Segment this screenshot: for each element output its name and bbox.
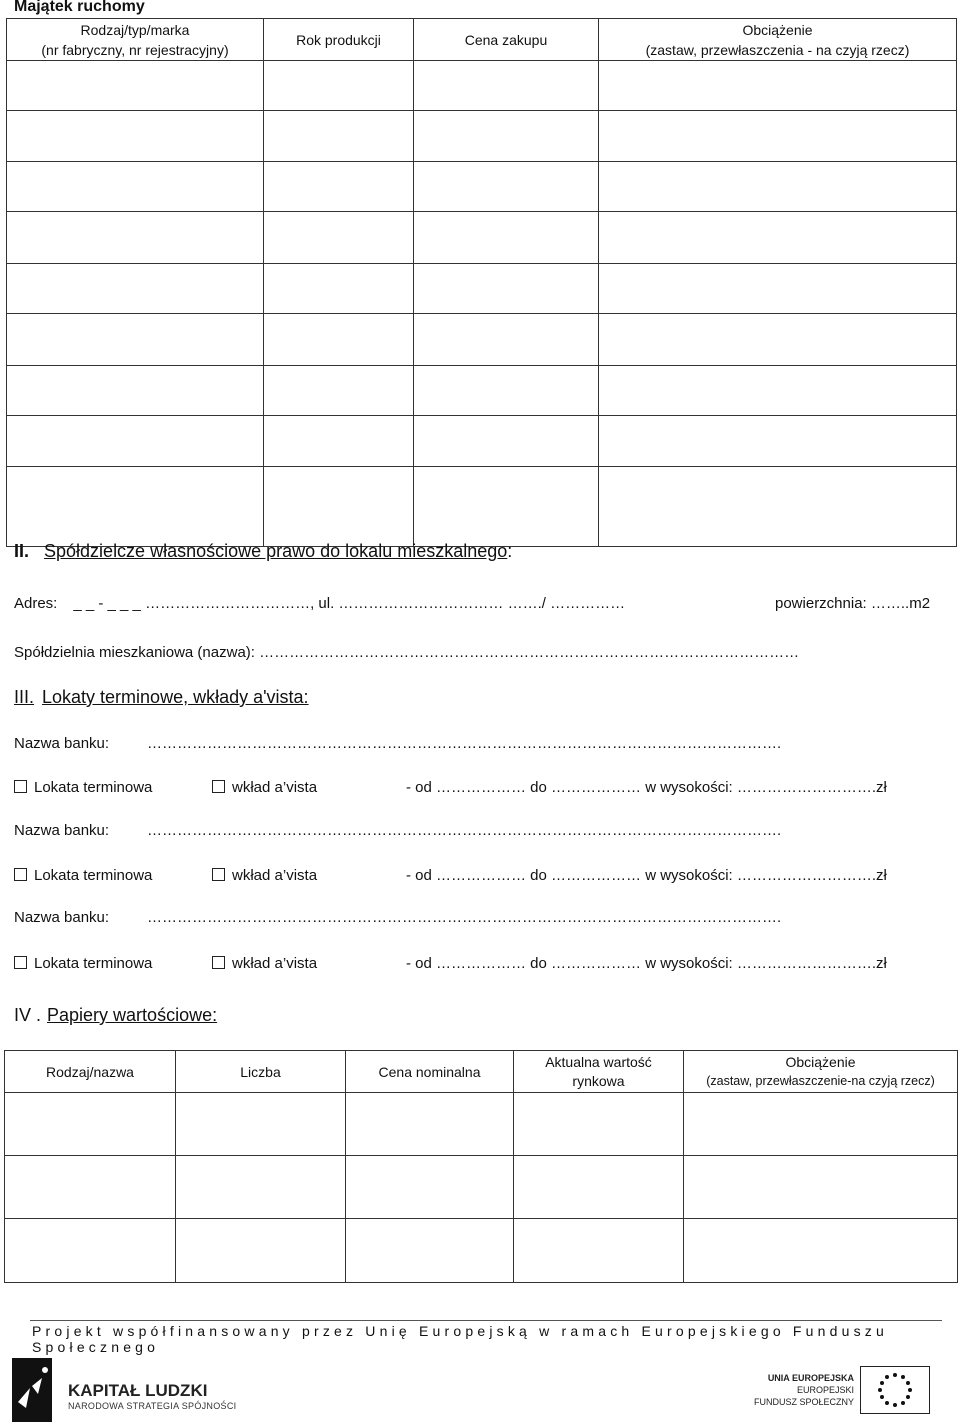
- section-title-majatek: Majątek ruchomy: [14, 0, 145, 15]
- table-header-row: [7, 19, 957, 61]
- eu-logo-line: EUROPEJSKI: [796, 1385, 854, 1395]
- kapital-ludzki-emblem-icon: [12, 1358, 52, 1422]
- table-cell[interactable]: [514, 1219, 684, 1283]
- col-header-line: Rodzaj/nazwa: [46, 1063, 134, 1080]
- col-header-line: (zastaw, przewłaszczenia - na czyją rzecz): [645, 41, 910, 58]
- securities-table: [4, 1050, 958, 1283]
- table-cell[interactable]: [414, 162, 599, 212]
- deposit-label: Lokata terminowa: [34, 955, 153, 972]
- table-cell[interactable]: [264, 467, 414, 547]
- table-cell[interactable]: [264, 61, 414, 111]
- checkbox-icon[interactable]: [212, 868, 225, 881]
- table-cell[interactable]: [7, 366, 264, 416]
- col-header-line: Rodzaj/typ/marka: [80, 21, 190, 38]
- table-row: [7, 467, 957, 547]
- col-header-line: Cena nominalna: [378, 1063, 481, 1080]
- table-cell[interactable]: [684, 1093, 958, 1156]
- table-cell[interactable]: [514, 1156, 684, 1219]
- col-header-line: Obciążenie: [785, 1053, 856, 1070]
- table-cell[interactable]: [599, 416, 957, 467]
- address-label: Adres:: [14, 595, 58, 612]
- table-cell[interactable]: [599, 212, 957, 264]
- area-field[interactable]: powierzchnia: ……..m2: [775, 595, 931, 612]
- cooperative-field[interactable]: Spółdzielnia mieszkaniowa (nazwa): ………………………………………………………………………………………………: [14, 644, 800, 661]
- col-header-liczba: [176, 1051, 346, 1093]
- col-header-line: Liczba: [240, 1063, 281, 1080]
- address-field[interactable]: _ _ - _ _ _ ……………………………, ul. …………………………… ……./ ……………: [73, 595, 626, 612]
- checkbox-icon[interactable]: [14, 868, 27, 881]
- eu-logo-line: FUNDUSZ SPOŁECZNY: [753, 1397, 854, 1407]
- table-cell[interactable]: [7, 314, 264, 366]
- table-row: [5, 1093, 958, 1156]
- col-header-aktualna-wartosc: [514, 1051, 684, 1093]
- table-row: [7, 212, 957, 264]
- table-row: [5, 1219, 958, 1283]
- col-header-line: Rok produkcji: [296, 31, 381, 48]
- footer-divider: [30, 1320, 942, 1321]
- table-cell[interactable]: [599, 366, 957, 416]
- table-row: [7, 264, 957, 314]
- table-cell[interactable]: [346, 1093, 514, 1156]
- vista-label: wkład a’vista: [232, 867, 318, 884]
- bank-name-field[interactable]: ……………………………………………………………………………………………………………….: [147, 909, 782, 926]
- col-header-rok: [264, 19, 414, 61]
- col-header-line: Obciążenie: [742, 21, 813, 38]
- table-cell[interactable]: [7, 162, 264, 212]
- footer-text: Projekt współfinansowany przez Unię Europejską w ramach Europejskiego Funduszu Społecznego: [32, 1323, 888, 1355]
- bank-name-field[interactable]: ……………………………………………………………………………………………………………….: [147, 735, 782, 752]
- table-cell[interactable]: [264, 212, 414, 264]
- col-header-cena: [414, 19, 599, 61]
- table-cell[interactable]: [414, 314, 599, 366]
- table-cell[interactable]: [514, 1093, 684, 1156]
- kapital-ludzki-title: KAPITAŁ LUDZKI: [68, 1381, 208, 1400]
- amount-range-field[interactable]: - od ……………… do ……………… w wysokości: ……………………….zł: [406, 779, 887, 796]
- table-cell[interactable]: [414, 212, 599, 264]
- col-header-rodzaj-nazwa: [5, 1051, 176, 1093]
- table-row: [5, 1156, 958, 1219]
- table-header-row: [5, 1051, 958, 1093]
- kapital-ludzki-subtitle: NARODOWA STRATEGIA SPÓJNOŚCI: [68, 1401, 237, 1411]
- section-title: Spółdzielcze własnościowe prawo do lokalu mieszkalnego: [44, 541, 508, 561]
- table-cell[interactable]: [599, 162, 957, 212]
- table-row: [7, 416, 957, 467]
- section-3-heading: [14, 687, 309, 708]
- table-cell[interactable]: [414, 264, 599, 314]
- table-cell[interactable]: [599, 111, 957, 162]
- table-cell[interactable]: [599, 264, 957, 314]
- deposit-row: [14, 955, 954, 972]
- table-cell[interactable]: [7, 212, 264, 264]
- section-title: Papiery wartościowe:: [47, 1005, 218, 1025]
- section-number: II.: [14, 541, 30, 561]
- section-2-heading: [14, 541, 512, 562]
- table-cell[interactable]: [7, 467, 264, 547]
- amount-range-field[interactable]: - od ……………… do ……………… w wysokości: ……………………….zł: [406, 955, 887, 972]
- deposit-row: [14, 867, 954, 884]
- col-header-obciazenie: [684, 1051, 958, 1093]
- table-cell[interactable]: [7, 264, 264, 314]
- table-cell[interactable]: [264, 416, 414, 467]
- table-cell[interactable]: [414, 61, 599, 111]
- col-header-line: rynkowa: [572, 1072, 625, 1089]
- table-cell[interactable]: [176, 1219, 346, 1283]
- table-row: [7, 162, 957, 212]
- section-title: Lokaty terminowe, wkłady a'vista:: [42, 687, 309, 707]
- vista-label: wkład a’vista: [232, 955, 318, 972]
- section-colon: :: [507, 541, 513, 561]
- checkbox-icon[interactable]: [212, 956, 225, 969]
- table-cell[interactable]: [684, 1156, 958, 1219]
- table-cell[interactable]: [264, 314, 414, 366]
- bank-name-label: Nazwa banku:: [14, 909, 110, 926]
- table-cell[interactable]: [599, 61, 957, 111]
- table-cell[interactable]: [414, 366, 599, 416]
- deposit-row: [14, 779, 954, 796]
- bank-name-label: Nazwa banku:: [14, 735, 110, 752]
- table-cell[interactable]: [7, 416, 264, 467]
- deposit-option[interactable]: [14, 779, 152, 796]
- section-number: IV .: [14, 1005, 42, 1025]
- col-header-line: Aktualna wartość: [545, 1053, 652, 1070]
- table-cell[interactable]: [176, 1093, 346, 1156]
- table-cell[interactable]: [176, 1156, 346, 1219]
- vista-option[interactable]: [212, 867, 317, 884]
- section-number: III.: [14, 687, 35, 707]
- table-cell[interactable]: [5, 1093, 176, 1156]
- eu-logo-line: UNIA EUROPEJSKA: [767, 1373, 854, 1383]
- table-row: [7, 366, 957, 416]
- table-cell[interactable]: [5, 1219, 176, 1283]
- vista-option[interactable]: [212, 955, 317, 972]
- col-header-rodzaj: [7, 19, 264, 61]
- vista-label: wkład a’vista: [232, 779, 318, 796]
- table-cell[interactable]: [264, 264, 414, 314]
- col-header-line: (nr fabryczny, nr rejestracyjny): [41, 41, 229, 58]
- amount-range-field[interactable]: - od ……………… do ……………… w wysokości: ……………………….zł: [406, 867, 887, 884]
- movable-assets-table: [6, 18, 957, 547]
- eu-logo-text: [750, 1372, 854, 1408]
- col-header-cena-nominalna: [346, 1051, 514, 1093]
- table-row: [7, 61, 957, 111]
- table-row: [7, 314, 957, 366]
- table-cell[interactable]: [264, 111, 414, 162]
- checkbox-icon[interactable]: [14, 956, 27, 969]
- vista-option[interactable]: [212, 779, 317, 796]
- table-cell[interactable]: [7, 61, 264, 111]
- table-cell[interactable]: [414, 416, 599, 467]
- deposit-option[interactable]: [14, 867, 152, 884]
- table-cell[interactable]: [264, 162, 414, 212]
- deposit-label: Lokata terminowa: [34, 867, 153, 884]
- table-cell[interactable]: [414, 111, 599, 162]
- deposit-option[interactable]: [14, 955, 152, 972]
- col-header-obciazenie: [599, 19, 957, 61]
- checkbox-icon[interactable]: [14, 780, 27, 793]
- table-cell[interactable]: [599, 314, 957, 366]
- section-4-heading: [14, 1005, 217, 1026]
- table-cell[interactable]: [346, 1156, 514, 1219]
- bank-name-label: Nazwa banku:: [14, 822, 110, 839]
- table-cell[interactable]: [264, 366, 414, 416]
- deposit-label: Lokata terminowa: [34, 779, 153, 796]
- bank-name-field[interactable]: ……………………………………………………………………………………………………………….: [147, 822, 782, 839]
- table-cell[interactable]: [5, 1156, 176, 1219]
- address-line: [14, 595, 625, 612]
- eu-flag-icon: [860, 1366, 930, 1414]
- table-row: [7, 111, 957, 162]
- table-cell[interactable]: [599, 467, 957, 547]
- col-header-line: (zastaw, przewłaszczenie-na czyją rzecz): [706, 1073, 935, 1088]
- table-cell[interactable]: [414, 467, 599, 547]
- checkbox-icon[interactable]: [212, 780, 225, 793]
- table-cell[interactable]: [684, 1219, 958, 1283]
- table-cell[interactable]: [346, 1219, 514, 1283]
- col-header-line: Cena zakupu: [464, 31, 548, 48]
- table-cell[interactable]: [7, 111, 264, 162]
